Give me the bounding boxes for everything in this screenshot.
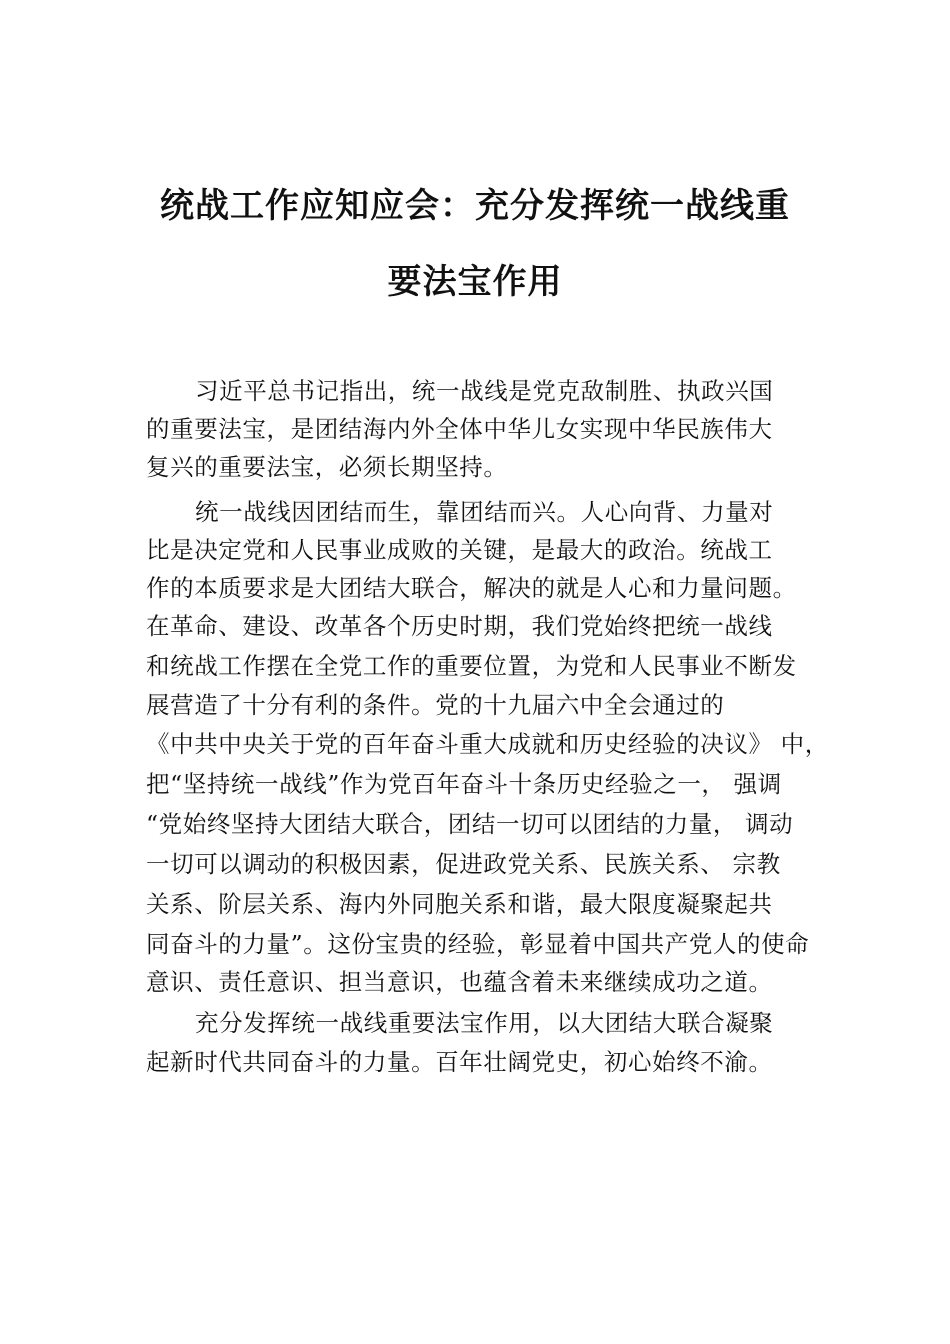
body-line: 起新时代共同奋斗的力量。百年壮阔党史，初心始终不渝。 [146,1048,773,1076]
body-line: 《中共中央关于党的百年奋斗重大成就和历史经验的决议》 中， [146,730,829,758]
body-line: 和统战工作摆在全党工作的重要位置，为党和人民事业不断发 [146,652,797,680]
body-line: 作的本质要求是大团结大联合，解决的就是人心和力量问题。 [146,574,797,602]
document-title-line-2: 要法宝作用 [387,262,563,302]
document-title-line-1: 统战工作应知应会：充分发挥统一战线重 [160,186,790,226]
body-line: 在革命、建设、改革各个历史时期，我们党始终把统一战线 [146,612,773,640]
body-line: “党始终坚持大团结大联合，团结一切可以团结的力量， 调动 [146,810,794,838]
body-line: 复兴的重要法宝，必须长期坚持。 [146,453,508,481]
body-line: 把“坚持统一战线”作为党百年奋斗十条历史经验之一， 强调 [146,770,782,798]
body-line: 同奋斗的力量”。这份宝贵的经验，彰显着中国共产党人的使命 [146,930,810,958]
body-line: 的重要法宝，是团结海内外全体中华儿女实现中华民族伟大 [146,415,773,443]
body-line: 充分发挥统一战线重要法宝作用，以大团结大联合凝聚 [195,1009,774,1037]
body-line: 关系、阶层关系、海内外同胞关系和谐，最大限度凝聚起共 [146,890,773,918]
body-line: 比是决定党和人民事业成败的关键，是最大的政治。统战工 [146,536,773,564]
body-line: 统一战线因团结而生，靠团结而兴。人心向背、力量对 [195,498,774,526]
body-line: 一切可以调动的积极因素，促进政党关系、民族关系、 宗教 [146,850,781,878]
body-line: 意识、责任意识、担当意识，也蕴含着未来继续成功之道。 [146,968,773,996]
body-line: 展营造了十分有利的条件。党的十九届六中全会通过的 [146,691,725,719]
body-line: 习近平总书记指出，统一战线是党克敌制胜、执政兴国 [195,377,774,405]
